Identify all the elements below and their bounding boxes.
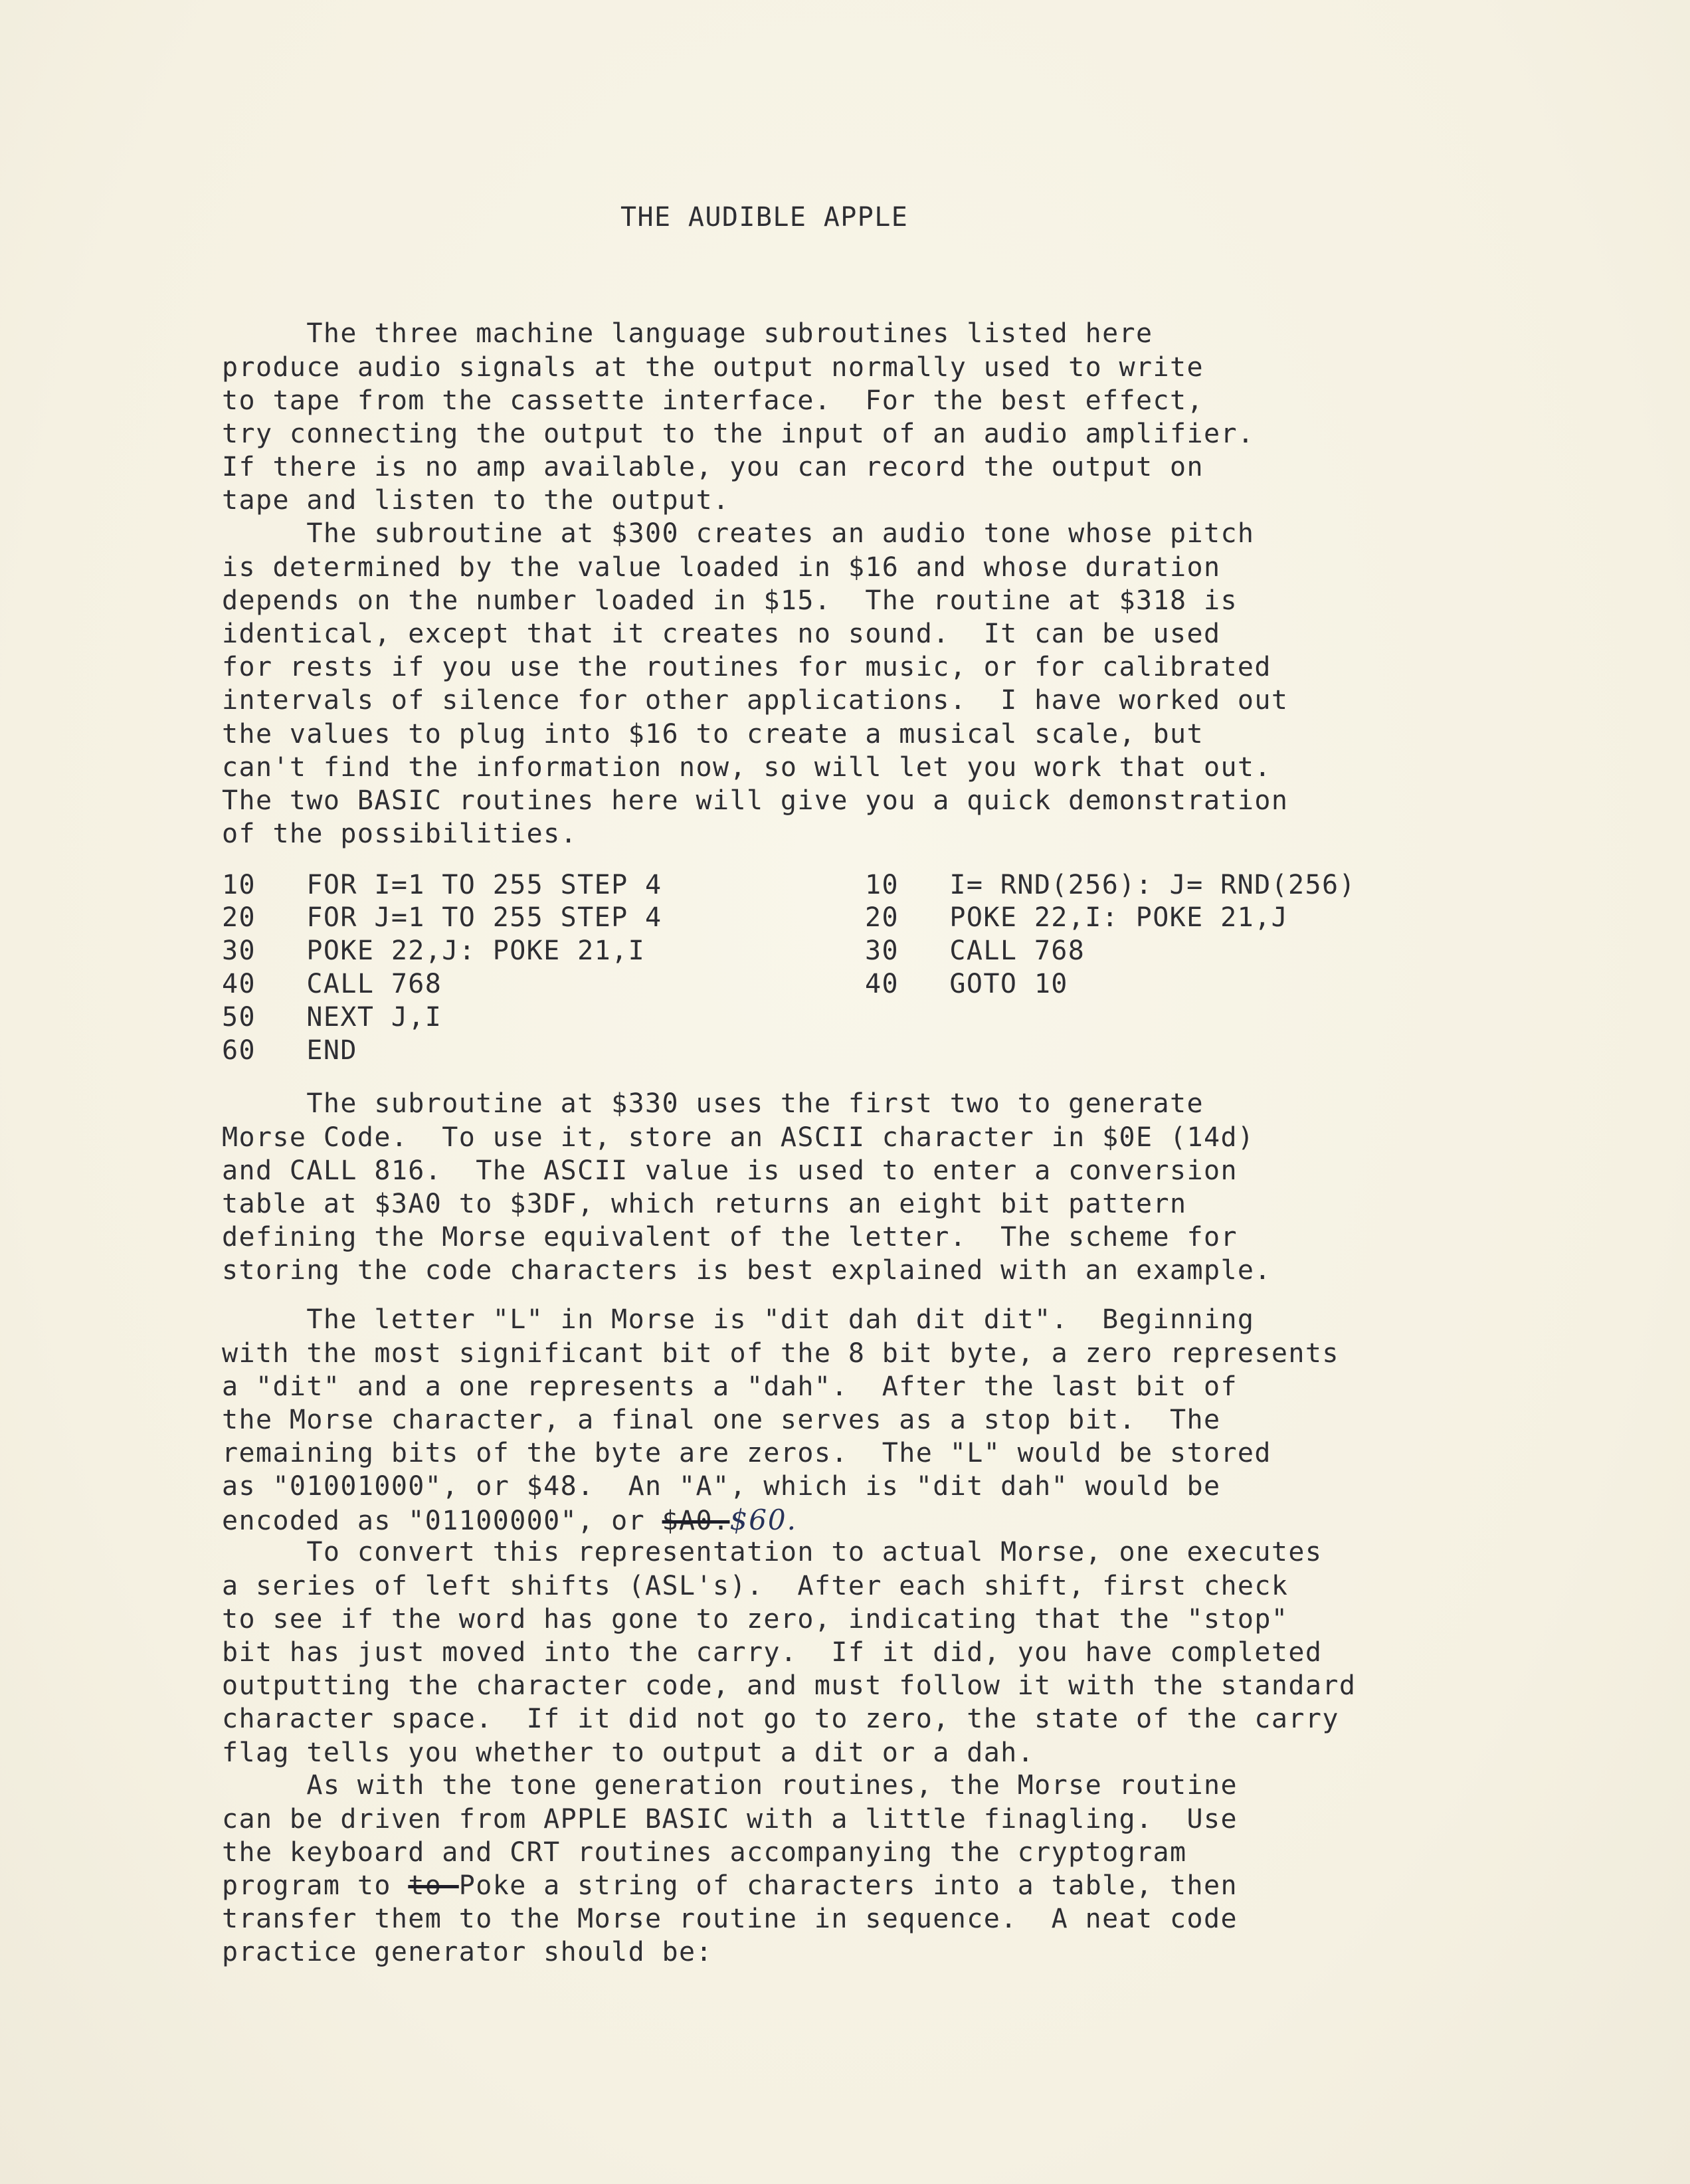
text-line: table at $3A0 to $3DF, which returns an eight bit pattern: [222, 1188, 1187, 1219]
code-line: 60 END: [222, 1035, 357, 1066]
text-line-correction: [222, 1869, 1238, 1902]
text-line: of the possibilities.: [222, 819, 578, 850]
text-line: As with the tone generation routines, the Morse routine: [222, 1770, 1238, 1801]
text-line: Morse Code. To use it, store an ASCII character in $0E (14d): [222, 1122, 1255, 1153]
text-line: the keyboard and CRT routines accompanying the cryptogram: [222, 1837, 1187, 1868]
handwritten-correction: $60.: [729, 1503, 797, 1536]
text-fragment: program to: [222, 1870, 409, 1901]
code-line: 30 CALL 768: [865, 936, 1085, 967]
text-line: try connecting the output to the input of an audio amplifier.: [222, 418, 1255, 449]
text-line: The subroutine at $300 creates an audio tone whose pitch: [222, 518, 1255, 549]
text-fragment: encoded as "01100000", or: [222, 1505, 662, 1536]
text-line: with the most significant bit of the 8 bit byte, a zero represents: [222, 1338, 1339, 1369]
text-line: and CALL 816. The ASCII value is used to enter a conversion: [222, 1155, 1238, 1186]
text-line: remaining bits of the byte are zeros. The "L" would be stored: [222, 1438, 1271, 1469]
text-line: to see if the word has gone to zero, indicating that the "stop": [222, 1603, 1289, 1635]
text-line: The two BASIC routines here will give you a quick demonstration: [222, 785, 1289, 816]
text-line: flag tells you whether to output a dit or a dah.: [222, 1737, 1035, 1768]
text-line: is determined by the value loaded in $16 and whose duration: [222, 551, 1221, 583]
text-line: practice generator should be:: [222, 1937, 713, 1968]
text-line: If there is no amp available, you can record the output on: [222, 452, 1204, 483]
text-line: can't find the information now, so will let you work that out.: [222, 751, 1271, 783]
text-line: transfer them to the Morse routine in sequence. A neat code: [222, 1904, 1238, 1935]
text-line: the Morse character, a final one serves as a stop bit. The: [222, 1404, 1221, 1435]
text-line: a series of left shifts (ASL's). After each shift, first check: [222, 1570, 1289, 1601]
text-line: depends on the number loaded in $15. The routine at $318 is: [222, 585, 1238, 616]
text-line: intervals of silence for other applications. I have worked out: [222, 685, 1289, 716]
text-line: for rests if you use the routines for music, or for calibrated: [222, 652, 1271, 683]
code-line: 30 POKE 22,J: POKE 21,I: [222, 936, 646, 967]
text-line: to tape from the cassette interface. For the best effect,: [222, 385, 1204, 416]
text-line: identical, except that it creates no sound. It can be used: [222, 618, 1221, 649]
text-fragment: Poke a string of characters into a table, then: [458, 1870, 1238, 1901]
text-line: The letter "L" in Morse is "dit dah dit dit". Beginning: [222, 1304, 1255, 1336]
text-line: can be driven from APPLE BASIC with a little finagling. Use: [222, 1803, 1238, 1835]
code-line: 40 GOTO 10: [865, 968, 1068, 999]
code-line: 20 FOR J=1 TO 255 STEP 4: [222, 902, 662, 934]
text-line: as "01001000", or $48. An "A", which is "dit dah" would be: [222, 1471, 1221, 1502]
text-line: tape and listen to the output.: [222, 485, 730, 516]
text-line: The subroutine at $330 uses the first two to generate: [222, 1088, 1204, 1120]
text-line: produce audio signals at the output normally used to write: [222, 351, 1204, 383]
code-line: 10 I= RND(256): J= RND(256): [865, 869, 1356, 900]
struck-text: to: [408, 1870, 459, 1901]
text-line: the values to plug into $16 to create a musical scale, but: [222, 718, 1204, 749]
code-line: 20 POKE 22,I: POKE 21,J: [865, 902, 1289, 934]
text-line: defining the Morse equivalent of the letter. The scheme for: [222, 1222, 1238, 1253]
document-title: THE AUDIBLE APPLE: [620, 202, 909, 233]
struck-text: $A0.: [662, 1505, 730, 1536]
text-line: To convert this representation to actual Morse, one executes: [222, 1537, 1323, 1568]
text-line: a "dit" and a one represents a "dah". After the last bit of: [222, 1371, 1238, 1402]
text-line: storing the code characters is best explained with an example.: [222, 1255, 1271, 1286]
text-line: outputting the character code, and must follow it with the standard: [222, 1670, 1357, 1702]
code-line: 40 CALL 768: [222, 968, 442, 999]
text-line: character space. If it did not go to zero, the state of the carry: [222, 1704, 1339, 1735]
code-line: 10 FOR I=1 TO 255 STEP 4: [222, 869, 662, 900]
paragraph-basic-driver: [222, 1702, 1238, 2036]
code-line: 50 NEXT J,I: [222, 1001, 442, 1033]
text-line: The three machine language subroutines listed here: [222, 318, 1153, 349]
text-line: bit has just moved into the carry. If it did, you have completed: [222, 1637, 1323, 1668]
